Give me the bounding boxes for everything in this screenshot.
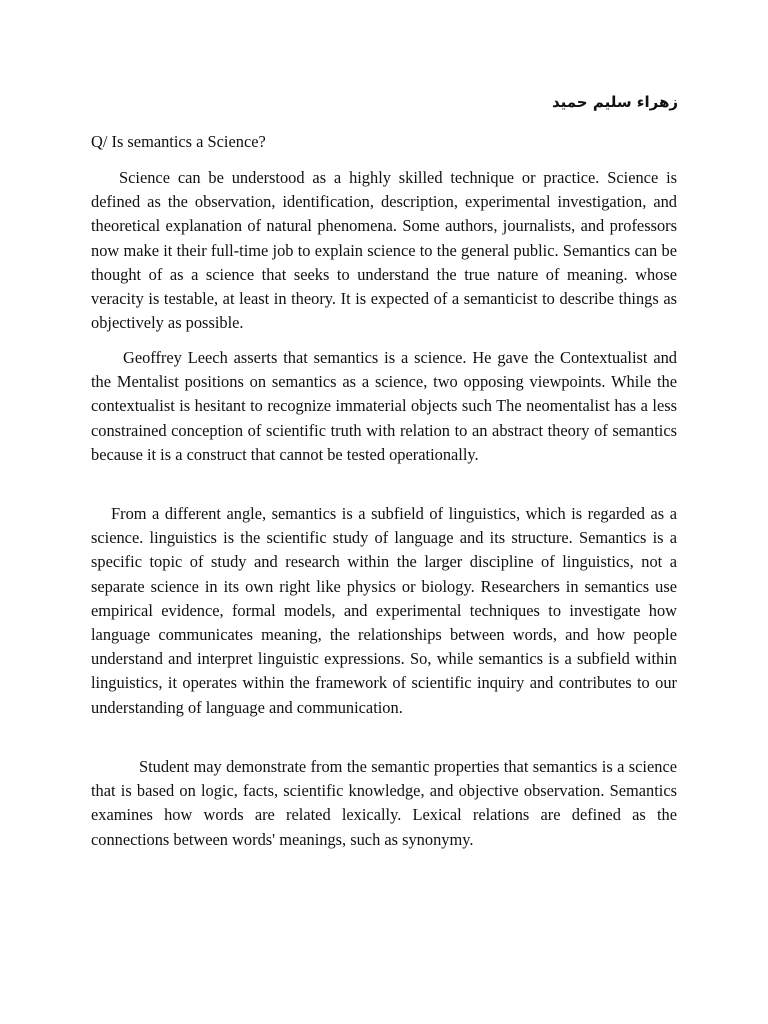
paragraph-4: Student may demonstrate from the semantic properties that semantics is a science that is based on logic, facts, scientific knowledge, and objective observation. Semantics examines how words are related lexically. Lexical relations are defined as the connections between words' meanings, such as synonymy.: [91, 757, 677, 849]
paragraph-3: From a different angle, semantics is a subfield of linguistics, which is regarded as a science. linguistics is the scientific study of language and its structure. Semantics is a specific topic of study and research within the larger discipline of linguistics, not a separate science in its own right like physics or biology. Researchers in semantics use empirical evidence, formal models, and experimental techniques to investigate how language communicates meaning, the relationships between words, and how people understand and interpret linguistic expressions. So, while semantics is a subfield within linguistics, it operates within the framework of scientific inquiry and contributes to our understanding of language and communication.: [91, 504, 677, 717]
paragraph-1: Science can be understood as a highly skilled technique or practice. Science is defined as the observation, identification, description, experimental investigation, and theoretical explanation of natural phenomena. Some authors, journalists, and professors now make it their full-time job to explain science to the general public. Semantics can be thought of as a science that seeks to understand the true nature of meaning. whose veracity is testable, at least in theory. It is expected of a semanticist to describe things as objectively as possible.: [91, 168, 677, 333]
question-heading: Q/ Is semantics a Science?: [91, 132, 266, 151]
author-name: زهراء سليم حميد: [551, 93, 678, 111]
paragraph-2: Geoffrey Leech asserts that semantics is a science. He gave the Contextualist and the Mentalist positions on semantics as a science, two opposing viewpoints. While the contextualist is hesitant to recognize immaterial objects such The neomentalist has a less constrained conception of scientific truth with relation to an abstract theory of semantics because it is a construct that cannot be tested operationally.: [91, 348, 677, 464]
